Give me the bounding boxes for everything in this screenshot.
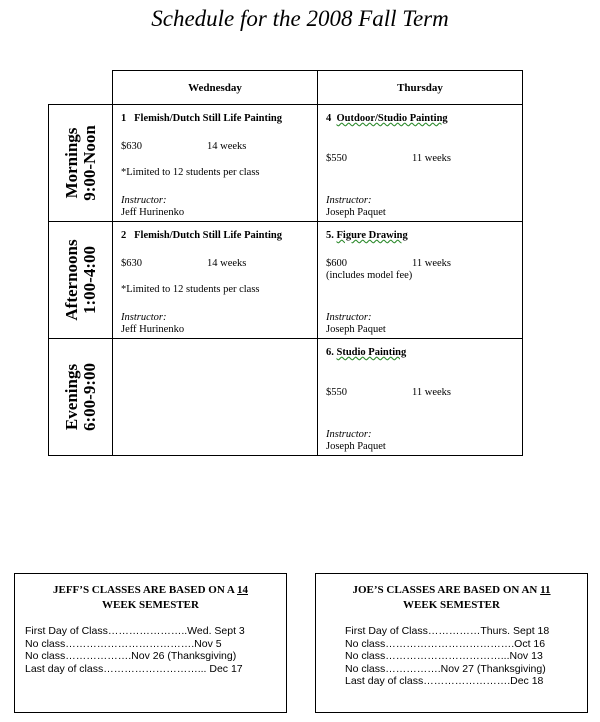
price: $600 [326,258,347,269]
course-title: 6. Studio Painting [326,347,407,358]
price: $630 [121,141,142,152]
row-label-mornings [49,105,113,222]
jeff-date-list [15,625,286,675]
table-row [49,222,523,339]
column-header-wednesday: Wednesday [113,71,318,105]
row-label-line2: 9:00-Noon [79,125,99,201]
empty-corner-cell [49,71,113,105]
instructor-name: Jeff Hurinenko [121,207,185,218]
jeff-box-heading: JEFF’S CLASSES ARE BASED ON A 14 WEEK SEMESTER [53,584,248,611]
class-cell [113,105,318,222]
list-item: No class……………………………...Nov 13 [345,650,543,662]
instructor-label: Instructor: [326,312,372,323]
table-row [49,105,523,222]
row-label-line2: 6:00-9:00 [79,363,99,431]
instructor-name: Joseph Paquet [326,207,386,218]
list-item: No class……………….Nov 26 (Thanksgiving) [25,650,237,662]
page-title: Schedule for the 2008 Fall Term [151,6,449,31]
weeks: 11 weeks [412,258,451,269]
list-item: First Day of Class……………Thurs. Sept 18 [345,625,550,637]
instructor-label: Instructor: [326,195,372,206]
row-label-line1: Evenings [61,363,81,431]
weeks: 14 weeks [207,141,247,152]
course-title: 5. Figure Drawing [326,230,408,241]
row-label-line1: Afternoons [61,239,81,321]
price-note: (includes model fee) [326,270,413,281]
weeks: 14 weeks [207,258,247,269]
list-item: No class……………………………….Oct 16 [345,637,546,650]
instructor-name: Joseph Paquet [326,324,386,335]
table-header-row [49,71,523,105]
class-cell [318,339,523,456]
row-label-line2: 1:00-4:00 [79,246,99,314]
row-label-line1: Mornings [61,127,81,199]
list-item: First Day of Class…………………..Wed. Sept 3 [25,625,245,637]
course-title: 2 Flemish/Dutch Still Life Painting [121,230,283,241]
course-title: 4 Outdoor/Studio Painting [326,113,448,124]
empty-class-cell [113,339,318,456]
weeks: 11 weeks [412,153,451,164]
class-note: *Limited to 12 students per class [121,284,260,295]
price: $630 [121,258,142,269]
class-cell [318,222,523,339]
price: $550 [326,387,347,398]
instructor-label: Instructor: [121,195,167,206]
schedule-table [48,70,523,456]
column-header-thursday: Thursday [318,71,523,105]
list-item: No class…………….Nov 27 (Thanksgiving) [345,662,546,675]
joe-semester-box [315,573,588,713]
course-title: 1 Flemish/Dutch Still Life Painting [121,113,283,124]
list-item: No class……………………………….Nov 5 [25,637,222,650]
price: $550 [326,153,347,164]
instructor-name: Jeff Hurinenko [121,324,185,335]
instructor-label: Instructor: [326,429,372,440]
class-cell [113,222,318,339]
list-item: Last day of class…………………….Dec 18 [345,675,544,687]
instructor-label: Instructor: [121,312,167,323]
joe-box-heading: JOE’S CLASSES ARE BASED ON AN 11 WEEK SEMESTER [352,584,551,611]
class-note: *Limited to 12 students per class [121,167,260,178]
jeff-semester-box [14,573,287,713]
class-cell [318,105,523,222]
row-label-afternoons [49,222,113,339]
row-label-evenings [49,339,113,456]
list-item: Last day of class………………………... Dec 17 [25,662,243,675]
table-row [49,339,523,456]
instructor-name: Joseph Paquet [326,441,386,452]
weeks: 11 weeks [412,387,451,398]
joe-date-list [316,625,587,688]
